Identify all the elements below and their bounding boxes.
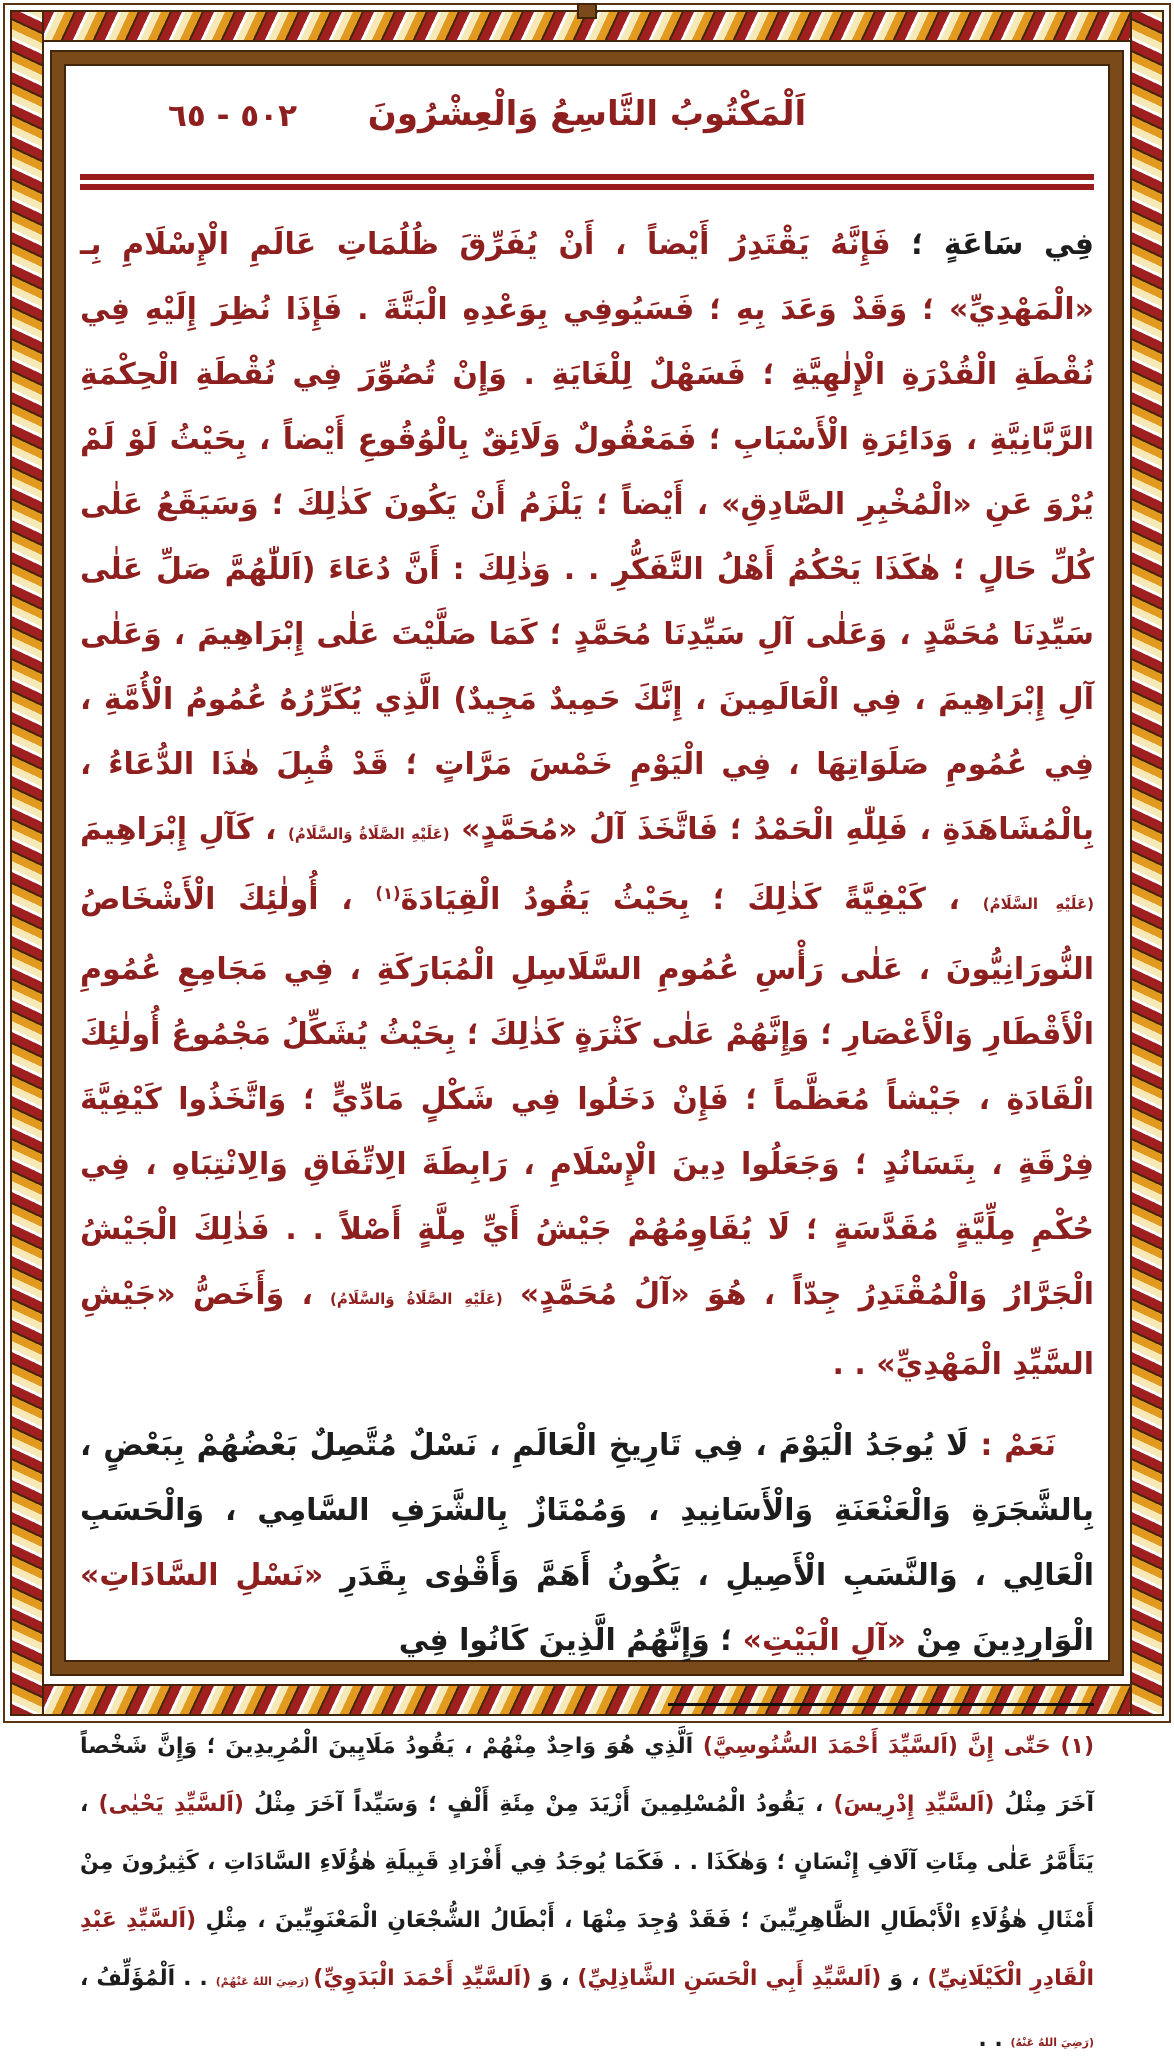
text-segment: (اَلسَّيِّدِ عَبْدِ الْقَادِرِ الْكَيْلَانِيِّ) <box>72 1908 1094 1991</box>
ornamental-border-left <box>10 10 44 1716</box>
ornamental-border-right <box>1130 10 1164 1716</box>
text-segment: ، يَقُودُ الْمُسْلِمِينَ أَزْيَدَ مِنْ مِئَةِ أَلْفٍ ؛ وَسَيِّداً آخَرَ مِثْلُ <box>243 1792 834 1817</box>
text-segment: «نَسْلِ السَّادَاتِ» <box>80 1558 324 1593</box>
text-segment: . . اَلْمُؤَلِّفُ ، <box>72 1966 216 1991</box>
text-segment: ، كَآلِ إِبْرَاهِيمَ <box>69 812 288 847</box>
footnote-separator <box>668 1703 1094 1706</box>
ornamental-border-bottom <box>10 1684 1164 1716</box>
text-segment: (عَلَيْهِ الصَّلَاةُ وَالسَّلَامُ) <box>287 825 450 843</box>
text-segment: لَا يُوجَدُ الْيَوْمَ ، فِي تَارِيخِ الْعَالَمِ ، نَسْلٌ مُتَّصِلٌ بَعْضُهُمْ بِبَعْضٍ ، بِالشَّجَرَةِ وَالْعَنْعَنَةِ وَالْأَسَانِيدِ ، وَمُمْتَازٌ بِالشَّرَفِ السَّامِي ، وَالْحَسَبِ الْعَالِي ، وَالنَّسَبِ الْأَصِيلِ ، يَكُونُ أَهَمَّ وَأَقْوٰى بِقَدَرِ <box>69 1428 1094 1593</box>
text-segment: (١) حَتّٰى إِنَّ (اَلسَّيِّدَ أَحْمَدَ السُّنُوسِيَّ) <box>693 1734 1094 1759</box>
text-segment: الْوَارِدِينَ مِنْ <box>69 1558 1094 1658</box>
text-segment: ، أُولٰئِكَ الْأَشْخَاصُ النُّورَانِيُّونَ ، عَلٰى رَأْسِ عُمُومِ السَّلَاسِلِ الْمُبَارَكَةِ ، فِي مَجَامِعِ عُمُومِ الْأَقْطَارِ وَالْأَعْصَارِ ؛ وَإِنَّهُمْ عَلٰى كَثْرَةٍ كَذٰلِكَ ؛ بِحَيْثُ يُشَكِّلُ مَجْمُوعُ أُولٰئِكَ الْقَادَةِ ، جَيْشاً مُعَظَّماً ؛ فَإِنْ دَخَلُوا فِي شَكْلٍ مَادِّيٍّ ؛ وَاتَّخَذُوا كَيْفِيَّةَ فِرْقَةٍ ، بِتَسَانُدٍ ؛ وَجَعَلُوا دِينَ الْإِسْلَامِ ، رَابِطَةَ الِاتِّفَاقِ وَالِانْتِبَاهِ ، فِي حُكْمِ مِلِّيَّةٍ مُقَدَّسَةٍ ؛ لَا يُقَاوِمُهُمْ جَيْشُ أَيِّ مِلَّةٍ أَصْلاً . . فَذٰلِكَ الْجَيْشُ الْجَرَّارُ وَالْمُقْتَدِرُ جِدّاً ، هُوَ «آلُ مُحَمَّدٍ» <box>69 882 1094 1312</box>
paragraph-2 <box>69 1413 1094 1673</box>
text-segment: (رَضِيَ اللهُ عَنْهُمْ) <box>215 1975 314 1988</box>
text-segment: (اَلسَّيِّدِ يَحْيٰى) <box>98 1792 244 1817</box>
page-number: ٥٠٢ - ٦٥ <box>168 98 298 134</box>
page-content <box>69 70 1095 2052</box>
text-segment: (رَضِيَ اللهُ عَنْهُ) <box>1010 2036 1094 2049</box>
title-rule <box>80 174 1094 190</box>
text-segment: ، وَ <box>881 1966 928 1991</box>
page-title: اَلْمَكْتُوبُ التَّاسِعُ وَالْعِشْرُونَ <box>367 94 807 134</box>
text-segment: فِي سَاعَةٍ ؛ <box>890 227 1094 262</box>
text-segment: (عَلَيْهِ السَّلَامُ) <box>982 895 1094 913</box>
text-segment: . . <box>978 2027 1011 2052</box>
paragraph-1 <box>69 212 1094 1397</box>
text-segment: (اَلسَّيِّدِ أَحْمَدَ الْبَدَوِيِّ) <box>313 1966 532 1991</box>
text-segment: اَلَّذِي هُوَ وَاحِدٌ مِنْهُمْ ، يَقُودُ مَلَايِينَ الْمُرِيدِينَ ؛ وَإِنَّ شَخْصاً آخَرَ مِثْلُ <box>72 1734 1095 1817</box>
page-header <box>80 78 1094 164</box>
text-segment: (اَلسَّيِّدِ أَبِي الْحَسَنِ الشَّاذِلِيِّ) <box>577 1966 882 1991</box>
text-segment: فَإِنَّهُ يَقْتَدِرُ أَيْضاً ، أَنْ يُفَرِّقَ ظُلُمَاتِ عَالَمِ الْإِسْلَامِ بِـ «الْمَهْدِيِّ» ؛ وَقَدْ وَعَدَ بِهِ ؛ فَسَيُوفِي بِوَعْدِهِ الْبَتَّةَ . فَإِذَا نُظِرَ إِلَيْهِ فِي نُقْطَةِ الْقُدْرَةِ الْإِلٰهِيَّةِ ؛ فَسَهْلٌ لِلْغَايَةِ . وَإِنْ تُصُوِّرَ فِي نُقْطَةِ الْحِكْمَةِ الرَّبَّانِيَّةِ ، وَدَائِرَةِ الْأَسْبَابِ ؛ فَمَعْقُولٌ وَلَائِقٌ بِالْوُقُوعِ أَيْضاً ، بِحَيْثُ لَوْ لَمْ يُرْوَ عَنِ «الْمُخْبِرِ الصَّادِقِ» ، أَيْضاً ؛ يَلْزَمُ أَنْ يَكُونَ كَذٰلِكَ ؛ وَسَيَقَعُ عَلٰى كُلِّ حَالٍ ؛ هٰكَذَا يَحْكُمُ أَهْلُ التَّفَكُّرِ . . وَذٰلِكَ : أَنَّ دُعَاءَ (اَللّٰهُمَّ صَلِّ عَلٰى سَيِّدِنَا مُحَمَّدٍ ، وَعَلٰى آلِ سَيِّدِنَا مُحَمَّدٍ ؛ كَمَا صَلَّيْتَ عَلٰى إِبْرَاهِيمَ ، وَعَلٰى آلِ إِبْرَاهِيمَ ، فِي الْعَالَمِينَ ، إِنَّكَ حَمِيدٌ مَجِيدٌ) الَّذِي يُكَرِّرُهُ عُمُومُ الْأُمَّةِ ، فِي عُمُومِ صَلَوَاتِهَا ، فِي الْيَوْمِ خَمْسَ مَرَّاتٍ ؛ قَدْ قُبِلَ هٰذَا الدُّعَاءُ ، بِالْمُشَاهَدَةِ ، فَلِلّٰهِ الْحَمْدُ ؛ فَاتَّخَذَ آلُ «مُحَمَّدٍ» <box>69 227 1094 847</box>
text-segment: ، وَأَخَصُّ «جَيْشِ السَّيِّدِ الْمَهْدِيِّ» . . <box>69 1277 1094 1382</box>
text-segment: ؛ وَإِنَّهُمُ الَّذِينَ كَانُوا فِي <box>398 1623 743 1658</box>
text-segment: نَعَمْ : <box>968 1428 1056 1463</box>
text-segment: (اَلسَّيِّدِ إِدْرِيسَ) <box>833 1792 995 1817</box>
text-segment: (١) <box>375 884 401 903</box>
text-segment: «آلِ الْبَيْتِ» <box>742 1623 906 1658</box>
main-text <box>69 212 1094 1673</box>
footnote-text <box>72 1718 1095 2072</box>
text-segment: (عَلَيْهِ الصَّلَاةُ وَالسَّلَامُ) <box>330 1290 503 1308</box>
frame-top-ornament <box>577 3 597 19</box>
text-segment: ، كَيْفِيَّةً كَذٰلِكَ ؛ بِحَيْثُ يَقُودُ الْقِيَادَةَ <box>400 882 983 917</box>
text-segment: ، يَتَأَمَّرُ عَلٰى مِئَاتِ آلَافِ إِنْسَانٍ ؛ وَهٰكَذَا . . فَكَمَا يُوجَدُ فِي أَفْرَادِ قَبِيلَةِ هٰؤُلَاءِ السَّادَاتِ ، كَثِيرُونَ مِنْ أَمْثَالِ هٰؤُلَاءِ الْأَبْطَالِ الظَّاهِرِيِّينَ ؛ فَقَدْ وُجِدَ مِنْهَا ، أَبْطَالُ الشُّجْعَانِ الْمَعْنَوِيِّينَ ، مِثْلِ <box>72 1792 1094 1933</box>
text-segment: ، وَ <box>531 1966 578 1991</box>
